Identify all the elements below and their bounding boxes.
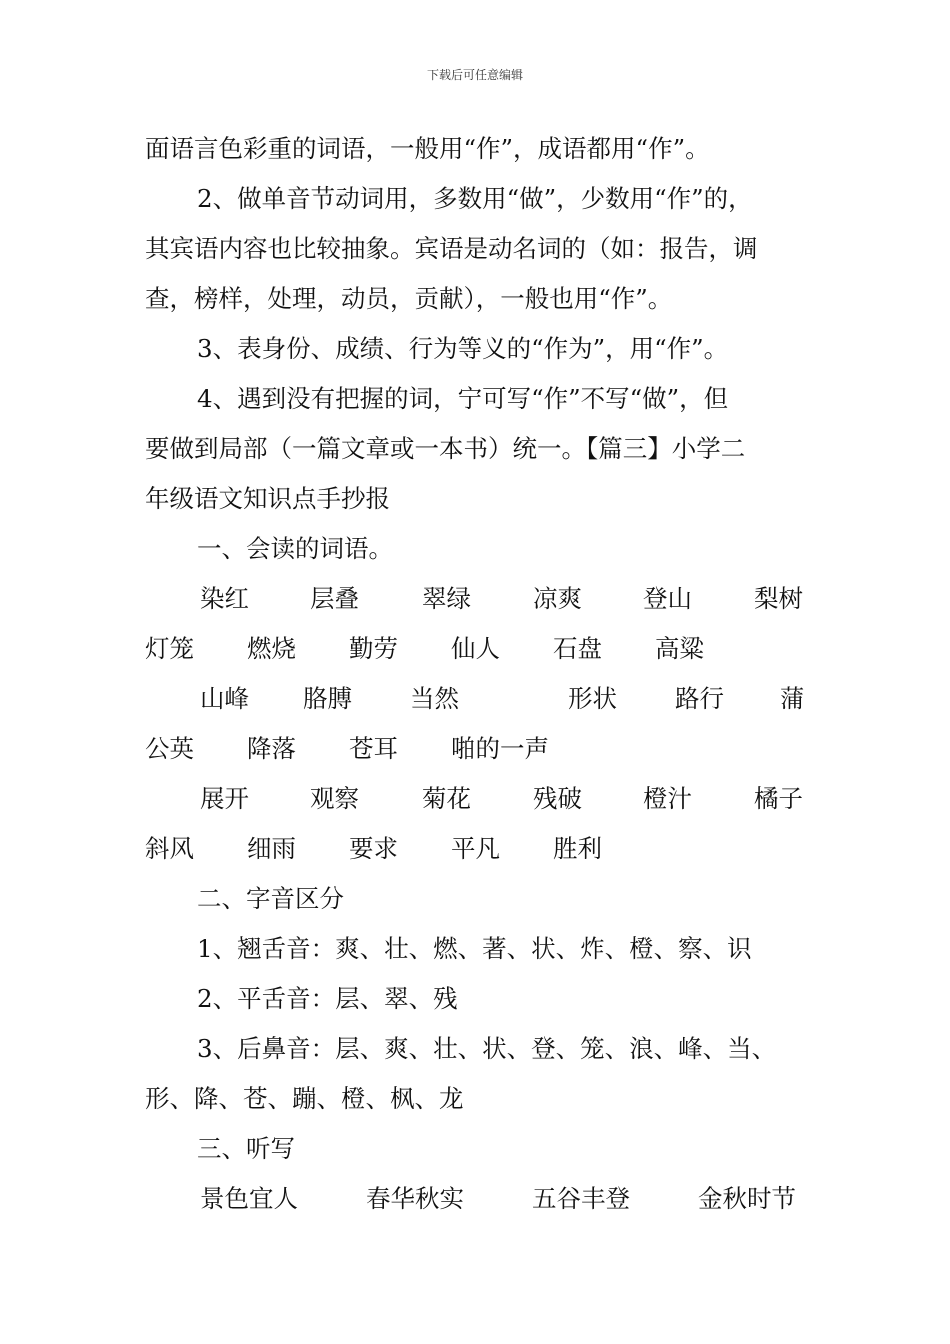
word-row	[0, 834, 950, 864]
word: 梨树	[754, 584, 803, 613]
word: 苍耳	[349, 734, 398, 763]
word: 勤劳	[349, 634, 398, 663]
word: 降落	[247, 734, 296, 763]
text-line: 面语言色彩重的词语，一般用“作”，成语都用“作”。	[145, 134, 710, 163]
idiom: 金秋时节	[698, 1184, 796, 1213]
text-line: 2、做单音节动词用，多数用“做”，少数用“作”的，	[197, 184, 753, 213]
word: 高粱	[655, 634, 704, 663]
text-line: 2、平舌音：层、翠、残	[197, 984, 458, 1013]
word: 翠绿	[422, 584, 471, 613]
word-row	[0, 784, 950, 814]
text-line: 3、表身份、成绩、行为等义的“作为”，用“作”。	[197, 334, 729, 363]
word: 菊花	[422, 784, 471, 813]
word: 凉爽	[533, 584, 582, 613]
word: 燃烧	[247, 634, 296, 663]
word: 仙人	[451, 634, 500, 663]
idiom-row	[0, 1184, 950, 1214]
word-row	[0, 634, 950, 664]
word: 细雨	[247, 834, 296, 863]
text-line: 3、后鼻音：层、爽、壮、状、登、笼、浪、峰、当、	[197, 1034, 777, 1063]
word: 观察	[310, 784, 359, 813]
word-row	[0, 684, 950, 714]
word: 当然	[410, 684, 459, 713]
word: 橘子	[754, 784, 803, 813]
text-line: 1、翘舌音：爽、壮、燃、著、状、炸、橙、察、识	[197, 934, 752, 963]
idiom: 五谷丰登	[532, 1184, 630, 1213]
word: 石盘	[553, 634, 602, 663]
word: 登山	[643, 584, 692, 613]
word: 灯笼	[145, 634, 194, 663]
text-line: 年级语文知识点手抄报	[145, 484, 390, 513]
word-row	[0, 734, 950, 764]
idiom: 景色宜人	[200, 1184, 298, 1213]
word: 胳膊	[303, 684, 352, 713]
word: 残破	[533, 784, 582, 813]
section-heading: 三、听写	[197, 1134, 295, 1163]
word: 公英	[145, 734, 194, 763]
word: 展开	[200, 784, 249, 813]
word-row	[0, 584, 950, 614]
word: 形状	[568, 684, 617, 713]
word: 斜风	[145, 834, 194, 863]
word: 路行	[675, 684, 724, 713]
text-line: 其宾语内容也比较抽象。宾语是动名词的（如：报告，调	[145, 234, 758, 263]
section-heading: 二、字音区分	[197, 884, 344, 913]
word: 平凡	[451, 834, 500, 863]
text-line: 要做到局部（一篇文章或一本书）统一。【篇三】小学二	[145, 434, 746, 463]
word: 要求	[349, 834, 398, 863]
text-line: 查，榜样，处理，动员，贡献），一般也用“作”。	[145, 284, 673, 313]
word: 啪的一声	[451, 734, 549, 763]
word: 胜利	[553, 834, 602, 863]
word: 层叠	[310, 584, 359, 613]
text-line: 4、遇到没有把握的词，宁可写“作”不写“做”，但	[197, 384, 729, 413]
word: 橙汁	[643, 784, 692, 813]
idiom: 春华秋实	[366, 1184, 464, 1213]
word: 山峰	[200, 684, 249, 713]
word: 染红	[200, 584, 249, 613]
page-header: 下载后可任意编辑	[426, 68, 523, 82]
text-line: 形、降、苍、蹦、橙、枫、龙	[145, 1084, 464, 1113]
section-heading: 一、会读的词语。	[197, 534, 393, 563]
word: 蒲	[780, 684, 805, 713]
